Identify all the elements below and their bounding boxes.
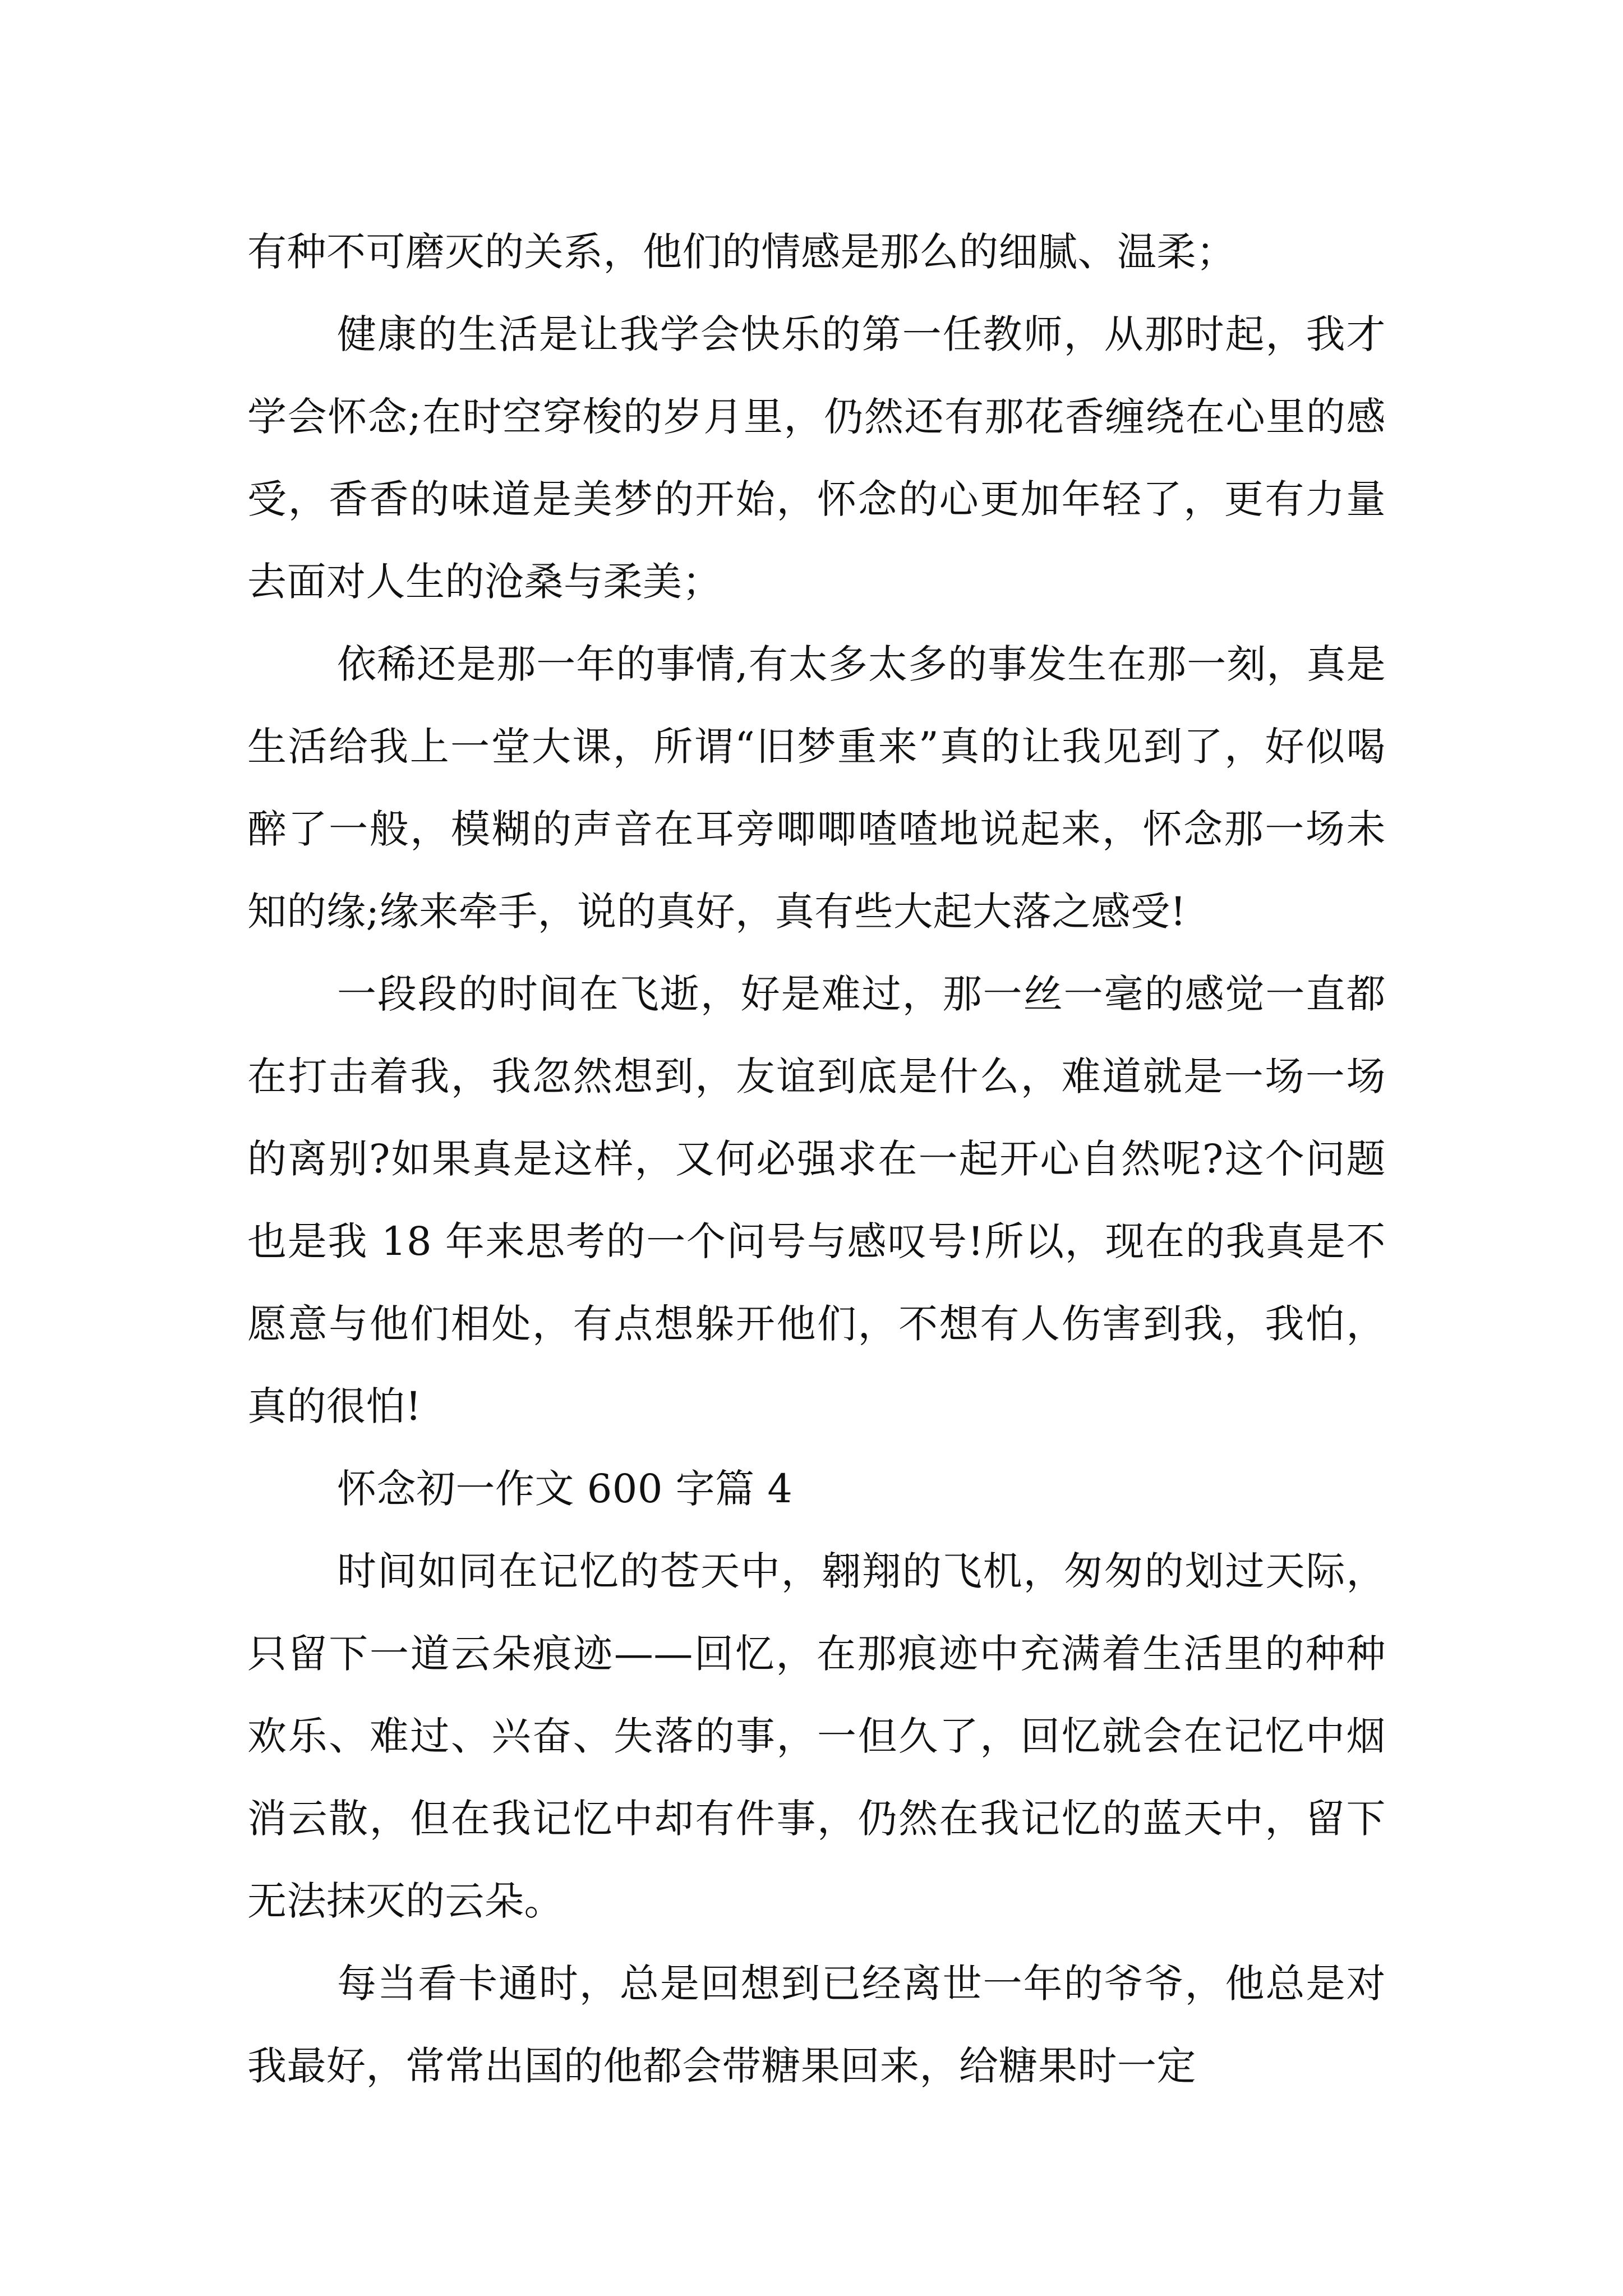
section-heading: 怀念初一作文 600 字篇 4 <box>337 1466 793 1512</box>
paragraph-3: 依稀还是那一年的事情,有太多太多的事发生在那一刻，真是生活给我上一堂大课，所谓“旧梦重来”真的让我见到了，好似喝醉了一般，模糊的声音在耳旁唧唧喳喳地说起来，怀念那一场未知的缘;缘来牵手，说的真好，真有些大起大落之感受! <box>247 641 1386 935</box>
paragraph-4: 一段段的时间在飞逝，好是难过，那一丝一毫的感觉一直都在打击着我，我忽然想到，友谊到底是什么，难道就是一场一场的离别?如果真是这样，又何必强求在一起开心自然呢?这个问题也是我 18 年来思考的一个问号与感叹号!所以，现在的我真是不愿意与他们相处，有点想躲开他们，不想有人伤害到我，我怕，真的很怕! <box>247 971 1386 1429</box>
paragraph-1: 有种不可磨灭的关系，他们的情感是那么的细腻、温柔； <box>247 229 1236 275</box>
paragraph-2: 健康的生活是让我学会快乐的第一任教师，从那时起，我才学会怀念;在时空穿梭的岁月里，仍然还有那花香缠绕在心里的感受，香香的味道是美梦的开始，怀念的心更加年轻了，更有力量去面对人生的沧桑与柔美； <box>247 311 1386 605</box>
document-body <box>247 211 1386 2108</box>
paragraph-6: 每当看卡通时，总是回想到已经离世一年的爷爷，他总是对我最好，常常出国的他都会带糖果回来，给糖果时一定 <box>247 1961 1386 2089</box>
paragraph-5: 时间如同在记忆的苍天中，翱翔的飞机，匆匆的划过天际，只留下一道云朵痕迹——回忆，在那痕迹中充满着生活里的种种欢乐、难过、兴奋、失落的事，一但久了，回忆就会在记忆中烟消云散，但在我记忆中却有件事，仍然在我记忆的蓝天中，留下无法抹灭的云朵。 <box>247 1548 1386 1924</box>
